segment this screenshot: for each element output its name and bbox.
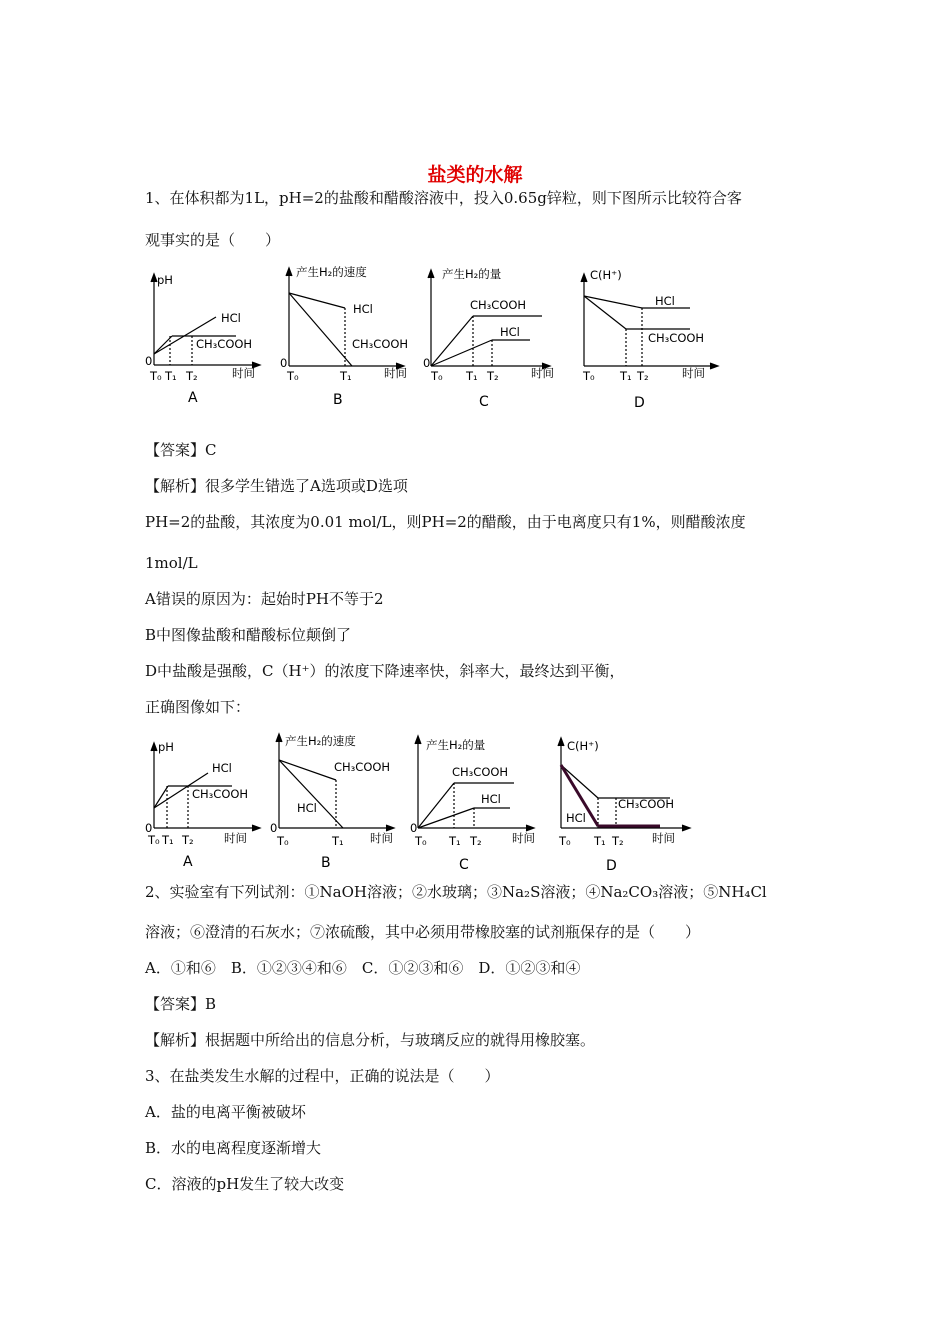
d-t2: T₂ bbox=[637, 369, 649, 383]
a-hcl-label: HCl bbox=[221, 311, 241, 325]
d-ylabel: C(H⁺) bbox=[590, 268, 622, 282]
c-hcl-label: HCl bbox=[500, 325, 520, 339]
q1-stem-line-2: 观事实的是（ ） bbox=[145, 231, 281, 249]
c-t2: T₂ bbox=[487, 369, 499, 383]
b-xlabel: 时间 bbox=[384, 366, 407, 380]
c-t1: T₁ bbox=[466, 369, 478, 383]
a2-ch3cooh-label: CH₃COOH bbox=[192, 787, 249, 801]
a2-hcl-label: HCl bbox=[212, 761, 232, 775]
a-ylabel: pH bbox=[157, 273, 173, 287]
c2-xlabel: 时间 bbox=[512, 831, 535, 845]
d2-t2: T₂ bbox=[612, 834, 624, 848]
b-ch3cooh-label: CH₃COOH bbox=[352, 337, 409, 351]
q3-option-a: A．盐的电离平衡被破坏 bbox=[145, 1103, 306, 1121]
b2-origin: 0 bbox=[270, 821, 278, 835]
b2-t1: T₁ bbox=[332, 834, 344, 848]
c2-caption: C bbox=[459, 857, 469, 873]
a2-t0: T₀ bbox=[148, 833, 160, 847]
a-ch3cooh-label: CH₃COOH bbox=[196, 337, 253, 351]
d-xlabel: 时间 bbox=[682, 366, 705, 380]
a2-caption: A bbox=[183, 854, 193, 870]
q1-answer: 【答案】C bbox=[145, 441, 217, 459]
q1-analysis-line: 正确图像如下： bbox=[145, 698, 251, 716]
d2-caption: D bbox=[606, 858, 617, 874]
c-ylabel: 产生H₂的量 bbox=[442, 267, 502, 281]
d2-t0: T₀ bbox=[559, 834, 571, 848]
c2-t1: T₁ bbox=[449, 834, 461, 848]
b-t1: T₁ bbox=[340, 369, 352, 383]
page-title: 盐类的水解 bbox=[427, 164, 523, 186]
c-ch3cooh-label: CH₃COOH bbox=[470, 298, 527, 312]
q1-analysis-line: D中盐酸是强酸，C（H⁺）的浓度下降速率快，斜率大，最终达到平衡， bbox=[145, 662, 625, 680]
d-ch3cooh-label: CH₃COOH bbox=[648, 331, 705, 345]
b-origin: 0 bbox=[280, 356, 288, 370]
d2-ylabel: C(H⁺) bbox=[567, 739, 599, 753]
b-t0: T₀ bbox=[287, 369, 299, 383]
c-caption: C bbox=[479, 394, 489, 410]
a-origin: 0 bbox=[145, 354, 153, 368]
b2-hcl-label: HCl bbox=[297, 801, 317, 815]
d2-ch3cooh-label: CH₃COOH bbox=[618, 797, 675, 811]
q1-correct-graphs bbox=[140, 726, 700, 878]
d-t1: T₁ bbox=[620, 369, 632, 383]
q1-analysis-line: PH=2的盐酸，其浓度为0.01 mol/L，则PH=2的醋酸，由于电离度只有1%，则醋酸浓度 bbox=[145, 513, 746, 531]
b-ylabel: 产生H₂的速度 bbox=[296, 265, 367, 279]
a2-ylabel: pH bbox=[158, 740, 174, 754]
q2-answer: 【答案】B bbox=[145, 995, 217, 1013]
d2-xlabel: 时间 bbox=[652, 831, 675, 845]
q3-option-b: B．水的电离程度逐渐增大 bbox=[145, 1139, 322, 1157]
a2-t1: T₁ bbox=[162, 833, 174, 847]
q3-stem: 3、在盐类发生水解的过程中，正确的说法是（ ） bbox=[145, 1067, 500, 1085]
a-caption: A bbox=[188, 390, 198, 406]
d-caption: D bbox=[634, 395, 645, 411]
c2-t2: T₂ bbox=[470, 834, 482, 848]
b-caption: B bbox=[333, 392, 343, 408]
c-xlabel: 时间 bbox=[531, 366, 554, 380]
q1-analysis-line: 1mol/L bbox=[145, 554, 198, 572]
b-hcl-label: HCl bbox=[353, 302, 373, 316]
a-t0: T₀ bbox=[150, 369, 162, 383]
q2-analysis: 【解析】根据题中所给出的信息分析，与玻璃反应的就得用橡胶塞。 bbox=[145, 1031, 596, 1049]
a-t1: T₁ bbox=[165, 369, 177, 383]
c2-t0: T₀ bbox=[415, 834, 427, 848]
a2-xlabel: 时间 bbox=[224, 831, 247, 845]
a-t2: T₂ bbox=[186, 369, 198, 383]
d-hcl-label: HCl bbox=[655, 294, 675, 308]
q2-options: A．①和⑥ B．①②③④和⑥ C．①②③和⑥ D．①②③和④ bbox=[145, 959, 581, 977]
c-origin: 0 bbox=[423, 356, 431, 370]
b2-ch3cooh-label: CH₃COOH bbox=[334, 760, 391, 774]
q3-option-c: C．溶液的pH发生了较大改变 bbox=[145, 1175, 345, 1193]
a2-origin: 0 bbox=[145, 821, 153, 835]
c-t0: T₀ bbox=[431, 369, 443, 383]
q1-analysis-line: A错误的原因为：起始时PH不等于2 bbox=[145, 590, 384, 608]
d2-t1: T₁ bbox=[594, 834, 606, 848]
a-xlabel: 时间 bbox=[232, 366, 255, 380]
d-t0: T₀ bbox=[583, 369, 595, 383]
q1-option-graphs bbox=[140, 258, 740, 414]
b2-ylabel: 产生H₂的速度 bbox=[285, 734, 356, 748]
d2-hcl-label: HCl bbox=[566, 811, 586, 825]
b2-caption: B bbox=[321, 855, 331, 871]
q1-analysis-line: 【解析】很多学生错选了A选项或D选项 bbox=[145, 477, 408, 495]
q2-stem-line-2: 溶液；⑥澄清的石灰水；⑦浓硫酸，其中必须用带橡胶塞的试剂瓶保存的是（ ） bbox=[145, 923, 701, 941]
c2-origin: 0 bbox=[410, 821, 418, 835]
q1-stem-line-1: 1、在体积都为1L，pH=2的盐酸和醋酸溶液中，投入0.65g锌粒，则下图所示比较符合客 bbox=[145, 189, 742, 207]
c2-hcl-label: HCl bbox=[481, 792, 501, 806]
b2-t0: T₀ bbox=[277, 834, 289, 848]
q1-analysis-line: B中图像盐酸和醋酸标位颠倒了 bbox=[145, 626, 352, 644]
b2-xlabel: 时间 bbox=[370, 831, 393, 845]
a2-t2: T₂ bbox=[182, 833, 194, 847]
q2-stem-line-1: 2、实验室有下列试剂：①NaOH溶液；②水玻璃；③Na₂S溶液；④Na₂CO₃溶液；⑤NH₄Cl bbox=[145, 883, 767, 901]
c2-ch3cooh-label: CH₃COOH bbox=[452, 765, 509, 779]
c2-ylabel: 产生H₂的量 bbox=[426, 738, 486, 752]
